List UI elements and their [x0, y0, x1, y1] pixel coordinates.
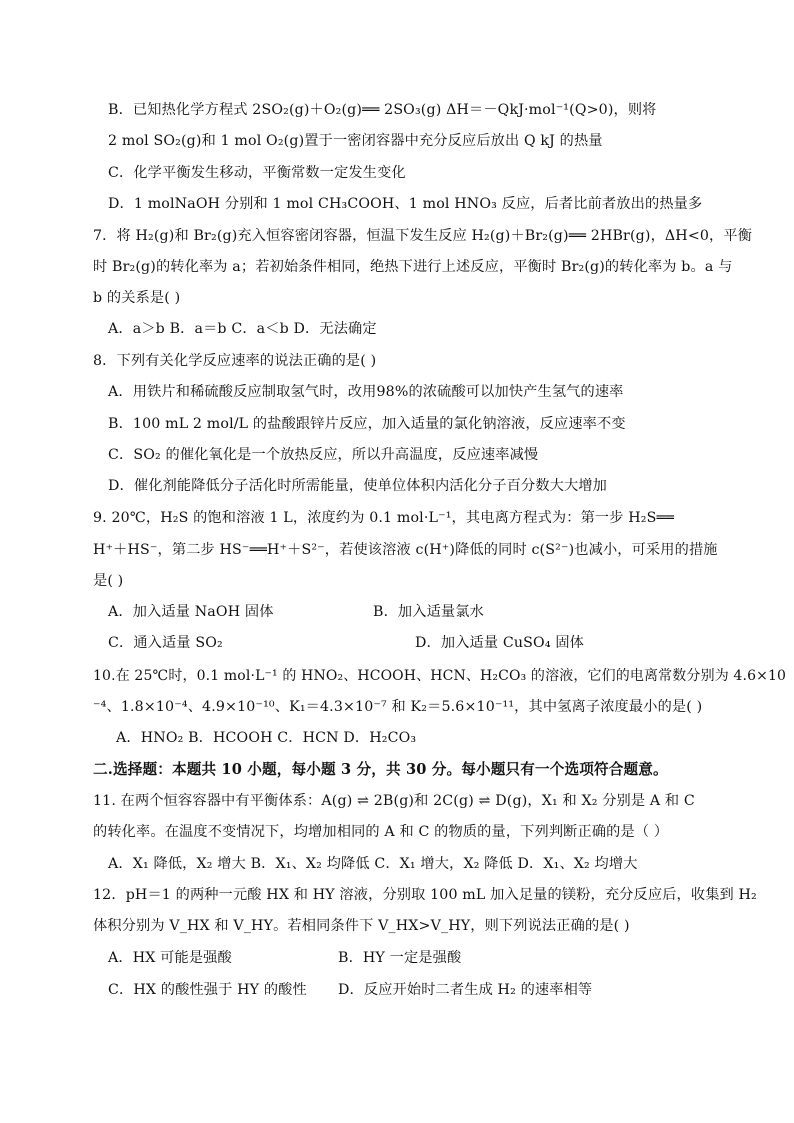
q7-options: A．a＞b B．a＝b C．a＜b D．无法确定 [108, 321, 377, 337]
q11-options: A．X₁ 降低，X₂ 增大 B．X₁、X₂ 均降低 C．X₁ 增大，X₂ 降低 D．X₁、X₂ 均增大 [108, 856, 638, 872]
q7-stem-line3: b 的关系是( ) [93, 290, 181, 306]
section-2-heading: 二.选择题：本题共 10 小题，每小题 3 分，共 30 分。每小题只有一个选项符合题意。 [93, 761, 668, 778]
q9-option-c: C．通入适量 SO₂ [108, 635, 223, 651]
q12-stem-line1: 12．pH＝1 的两种一元酸 HX 和 HY 溶液，分别取 100 mL 加入足量的镁粉，充分反应后，收集到 H₂ [93, 887, 757, 903]
q8-option-c: C．SO₂ 的催化氧化是一个放热反应，所以升高温度，反应速率减慢 [108, 447, 539, 463]
q9-option-d: D．加入适量 CuSO₄ 固体 [415, 635, 584, 651]
q8-option-a: A．用铁片和稀硫酸反应制取氢气时，改用98%的浓硫酸可以加快产生氢气的速率 [108, 384, 624, 400]
q9-option-a: A．加入适量 NaOH 固体 [108, 604, 274, 620]
q8-option-b: B．100 mL 2 mol/L 的盐酸跟锌片反应，加入适量的氯化钠溶液，反应速率不变 [108, 416, 626, 432]
q10-stem-line1: 10.在 25℃时，0.1 mol·L⁻¹ 的 HNO₂、HCOOH、HCN、H₂CO₃ 的溶液，它们的电离常数分别为 4.6×10 [93, 668, 787, 684]
q6-option-c: C．化学平衡发生移动，平衡常数一定发生变化 [108, 165, 406, 181]
q8-stem: 8．下列有关化学反应速率的说法正确的是( ) [93, 353, 377, 369]
q10-stem-line2: ⁻⁴、1.8×10⁻⁴、4.9×10⁻¹⁰、K₁＝4.3×10⁻⁷ 和 K₂＝5.6×10⁻¹¹，其中氢离子浓度最小的是( ) [93, 699, 703, 715]
q6-option-b-line2: 2 mol SO₂(g)和 1 mol O₂(g)置于一密闭容器中充分反应后放出 Q kJ 的热量 [108, 133, 603, 149]
q9-stem-line2: H⁺＋HS⁻，第二步 HS⁻══H⁺＋S²⁻，若使该溶液 c(H⁺)降低的同时 c(S²⁻)也减小，可采用的措施 [93, 542, 718, 558]
q10-options: A．HNO₂ B．HCOOH C．HCN D．H₂CO₃ [116, 730, 417, 746]
q8-option-d: D．催化剂能降低分子活化时所需能量，使单位体积内活化分子百分数大大增加 [108, 478, 608, 494]
q11-stem-line1: 11. 在两个恒容容器中有平衡体系：A(g) ⇌ 2B(g)和 2C(g) ⇌ D(g)，X₁ 和 X₂ 分别是 A 和 C [93, 793, 695, 809]
q12-option-d: D．反应开始时二者生成 H₂ 的速率相等 [338, 982, 593, 998]
q6-option-d: D．1 molNaOH 分别和 1 mol CH₃COOH、1 mol HNO₃ 反应，后者比前者放出的热量多 [108, 196, 703, 212]
q12-option-c: C．HX 的酸性强于 HY 的酸性 [108, 982, 307, 998]
q12-option-a: A．HX 可能是强酸 [108, 950, 232, 966]
q9-option-b: B．加入适量氯水 [373, 604, 484, 620]
q9-stem-line1: 9. 20℃，H₂S 的饱和溶液 1 L，浓度约为 0.1 mol·L⁻¹，其电离方程式为：第一步 H₂S══ [93, 510, 674, 526]
q6-option-b-line1: B．已知热化学方程式 2SO₂(g)＋O₂(g)══ 2SO₃(g) ΔH＝－QkJ·mol⁻¹(Q>0)，则将 [108, 102, 657, 118]
q12-option-b: B．HY 一定是强酸 [338, 950, 462, 966]
q11-stem-line2: 的转化率。在温度不变情况下，均增加相同的 A 和 C 的物质的量，下列判断正确的是（ ） [93, 824, 669, 840]
q12-stem-line2: 体积分别为 V_HX 和 V_HY。若相同条件下 V_HX>V_HY，则下列说法正确的是( ) [93, 918, 630, 934]
q7-stem-line1: 7．将 H₂(g)和 Br₂(g)充入恒容密闭容器，恒温下发生反应 H₂(g)＋Br₂(g)══ 2HBr(g)，ΔH<0，平衡 [93, 228, 753, 244]
q9-stem-line3: 是( ) [93, 573, 124, 589]
q7-stem-line2: 时 Br₂(g)的转化率为 a；若初始条件相同，绝热下进行上述反应，平衡时 Br₂(g)的转化率为 b。a 与 [93, 259, 733, 275]
